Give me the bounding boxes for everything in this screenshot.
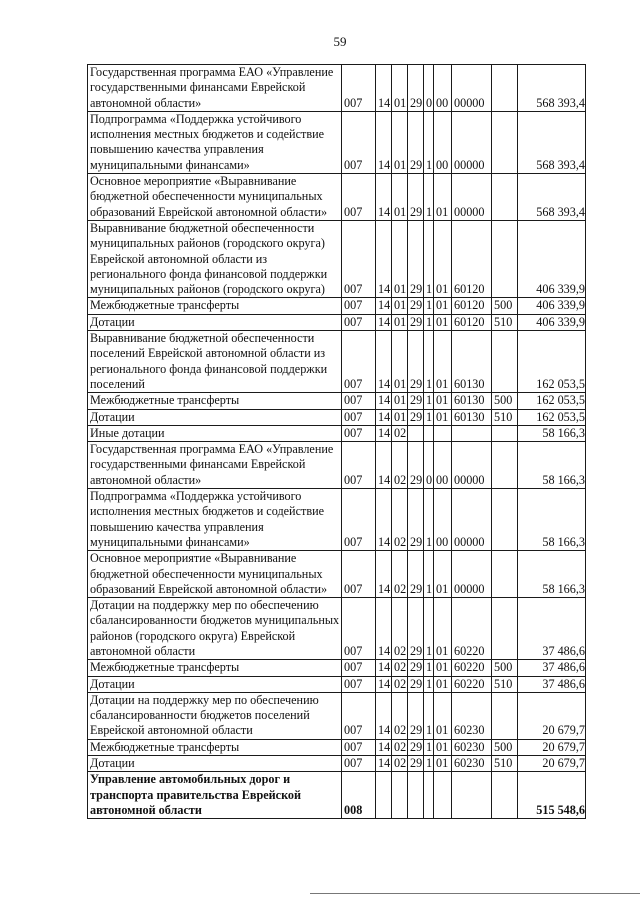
- row-expense-type: [492, 692, 518, 739]
- row-subsection: 01: [392, 331, 408, 393]
- row-program-code: 29: [408, 660, 424, 676]
- row-event-code: 00: [434, 489, 452, 551]
- row-section: 14: [376, 489, 392, 551]
- row-name: Выравнивание бюджетной обеспеченности поселений Еврейской автономной области из регионального фонда финансовой поддержки поселений: [88, 331, 342, 393]
- row-name: Управление автомобильных дорог и транспорта правительства Еврейской автономной области: [88, 772, 342, 819]
- row-amount: 568 393,4: [518, 111, 586, 173]
- row-expense-type: [492, 174, 518, 221]
- row-subsection: [392, 772, 408, 819]
- row-subsection: 02: [392, 676, 408, 692]
- row-amount: 20 679,7: [518, 692, 586, 739]
- row-name: Подпрограмма «Поддержка устойчивого исполнения местных бюджетов и содействие повышению качества управления муниципальными финансами»: [88, 111, 342, 173]
- row-subprogram-code: 1: [424, 756, 434, 772]
- row-direction-code: 60220: [452, 660, 492, 676]
- row-grbs: 008: [342, 772, 376, 819]
- row-name: Межбюджетные трансферты: [88, 393, 342, 409]
- row-subprogram-code: [424, 772, 434, 819]
- row-section: 14: [376, 598, 392, 660]
- row-direction-code: [452, 425, 492, 441]
- row-subprogram-code: 1: [424, 551, 434, 598]
- row-grbs: 007: [342, 331, 376, 393]
- row-subprogram-code: 1: [424, 174, 434, 221]
- row-program-code: 29: [408, 65, 424, 112]
- row-subprogram-code: 1: [424, 739, 434, 755]
- row-expense-type: [492, 111, 518, 173]
- row-name: Дотации: [88, 756, 342, 772]
- row-event-code: 01: [434, 598, 452, 660]
- page-number: 59: [333, 34, 347, 49]
- row-event-code: 01: [434, 220, 452, 297]
- row-grbs: 007: [342, 409, 376, 425]
- row-grbs: 007: [342, 660, 376, 676]
- row-name: Государственная программа ЕАО «Управление государственными финансами Еврейской автономной области»: [88, 65, 342, 112]
- row-section: 14: [376, 314, 392, 330]
- row-direction-code: 60220: [452, 676, 492, 692]
- row-subsection: 02: [392, 489, 408, 551]
- row-program-code: 29: [408, 331, 424, 393]
- row-expense-type: [492, 425, 518, 441]
- row-amount: 58 166,3: [518, 425, 586, 441]
- row-expense-type: [492, 65, 518, 112]
- row-program-code: 29: [408, 739, 424, 755]
- row-section: 14: [376, 442, 392, 489]
- row-name: Межбюджетные трансферты: [88, 660, 342, 676]
- row-event-code: 00: [434, 65, 452, 112]
- row-name: Дотации на поддержку мер по обеспечению сбалансированности бюджетов муниципальных районов (городского округа) Еврейской автономной области: [88, 598, 342, 660]
- table-row: [88, 739, 586, 755]
- row-amount: 406 339,9: [518, 298, 586, 314]
- row-program-code: [408, 772, 424, 819]
- row-expense-type: [492, 331, 518, 393]
- row-subsection: 01: [392, 393, 408, 409]
- row-program-code: 29: [408, 598, 424, 660]
- row-name: Дотации: [88, 314, 342, 330]
- row-program-code: 29: [408, 489, 424, 551]
- row-amount: 515 548,6: [518, 772, 586, 819]
- row-expense-type: [492, 442, 518, 489]
- row-subprogram-code: 1: [424, 598, 434, 660]
- table-row: [88, 660, 586, 676]
- row-section: 14: [376, 331, 392, 393]
- row-subprogram-code: 1: [424, 692, 434, 739]
- row-program-code: 29: [408, 174, 424, 221]
- row-event-code: [434, 772, 452, 819]
- row-amount: 568 393,4: [518, 174, 586, 221]
- row-event-code: 01: [434, 756, 452, 772]
- row-grbs: 007: [342, 298, 376, 314]
- table-row: [88, 111, 586, 173]
- row-event-code: 01: [434, 174, 452, 221]
- row-name: Дотации: [88, 676, 342, 692]
- row-expense-type: 510: [492, 314, 518, 330]
- row-direction-code: 00000: [452, 111, 492, 173]
- table-row: [88, 489, 586, 551]
- row-program-code: 29: [408, 692, 424, 739]
- budget-table: [87, 64, 586, 819]
- table-row: [88, 598, 586, 660]
- row-expense-type: [492, 220, 518, 297]
- row-subprogram-code: 1: [424, 331, 434, 393]
- row-event-code: 01: [434, 331, 452, 393]
- row-grbs: 007: [342, 220, 376, 297]
- table-row: [88, 551, 586, 598]
- row-section: 14: [376, 692, 392, 739]
- row-event-code: 01: [434, 314, 452, 330]
- row-direction-code: 00000: [452, 489, 492, 551]
- table-row: [88, 220, 586, 297]
- row-program-code: 29: [408, 756, 424, 772]
- row-event-code: 00: [434, 111, 452, 173]
- row-expense-type: [492, 772, 518, 819]
- row-subsection: 01: [392, 65, 408, 112]
- row-section: 14: [376, 551, 392, 598]
- row-subprogram-code: 1: [424, 111, 434, 173]
- row-grbs: 007: [342, 676, 376, 692]
- row-expense-type: [492, 489, 518, 551]
- row-direction-code: 60230: [452, 756, 492, 772]
- row-grbs: 007: [342, 489, 376, 551]
- row-amount: 37 486,6: [518, 660, 586, 676]
- row-expense-type: 510: [492, 756, 518, 772]
- row-section: 14: [376, 111, 392, 173]
- row-section: 14: [376, 660, 392, 676]
- table-row: [88, 314, 586, 330]
- row-amount: 58 166,3: [518, 489, 586, 551]
- row-event-code: 01: [434, 660, 452, 676]
- row-subprogram-code: 1: [424, 314, 434, 330]
- row-subsection: 01: [392, 174, 408, 221]
- row-program-code: 29: [408, 551, 424, 598]
- row-section: 14: [376, 676, 392, 692]
- row-amount: 406 339,9: [518, 314, 586, 330]
- row-section: 14: [376, 756, 392, 772]
- table-row: [88, 425, 586, 441]
- row-amount: 37 486,6: [518, 598, 586, 660]
- row-section: 14: [376, 425, 392, 441]
- row-expense-type: 500: [492, 739, 518, 755]
- table-row: [88, 442, 586, 489]
- row-amount: 406 339,9: [518, 220, 586, 297]
- row-direction-code: 60220: [452, 598, 492, 660]
- row-amount: 37 486,6: [518, 676, 586, 692]
- row-subsection: 02: [392, 692, 408, 739]
- table-row: [88, 409, 586, 425]
- row-subsection: 01: [392, 409, 408, 425]
- row-grbs: 007: [342, 314, 376, 330]
- row-program-code: 29: [408, 111, 424, 173]
- row-amount: 20 679,7: [518, 739, 586, 755]
- row-direction-code: 00000: [452, 174, 492, 221]
- row-event-code: 00: [434, 442, 452, 489]
- row-subsection: 01: [392, 111, 408, 173]
- row-grbs: 007: [342, 692, 376, 739]
- row-name: Государственная программа ЕАО «Управление государственными финансами Еврейской автономной области»: [88, 442, 342, 489]
- row-event-code: 01: [434, 551, 452, 598]
- row-grbs: 007: [342, 111, 376, 173]
- row-amount: 20 679,7: [518, 756, 586, 772]
- row-direction-code: 00000: [452, 442, 492, 489]
- row-subprogram-code: 1: [424, 298, 434, 314]
- row-direction-code: 00000: [452, 65, 492, 112]
- row-section: 14: [376, 393, 392, 409]
- row-program-code: 29: [408, 409, 424, 425]
- row-subprogram-code: 1: [424, 393, 434, 409]
- row-subsection: 02: [392, 756, 408, 772]
- row-amount: 162 053,5: [518, 393, 586, 409]
- footer-rule: [310, 893, 640, 894]
- row-name: Основное мероприятие «Выравнивание бюджетной обеспеченности муниципальных образований Еврейской автономной области»: [88, 174, 342, 221]
- row-expense-type: 510: [492, 676, 518, 692]
- row-expense-type: 500: [492, 660, 518, 676]
- row-program-code: 29: [408, 220, 424, 297]
- table-body: [88, 65, 586, 819]
- row-subsection: 02: [392, 598, 408, 660]
- row-name: Основное мероприятие «Выравнивание бюджетной обеспеченности муниципальных образований Еврейской автономной области»: [88, 551, 342, 598]
- row-name: Дотации: [88, 409, 342, 425]
- row-event-code: 01: [434, 739, 452, 755]
- row-subsection: 02: [392, 660, 408, 676]
- row-section: 14: [376, 409, 392, 425]
- row-amount: 58 166,3: [518, 442, 586, 489]
- row-name: Иные дотации: [88, 425, 342, 441]
- row-subsection: 01: [392, 298, 408, 314]
- row-event-code: 01: [434, 692, 452, 739]
- row-expense-type: [492, 598, 518, 660]
- row-amount: 58 166,3: [518, 551, 586, 598]
- row-event-code: 01: [434, 409, 452, 425]
- row-direction-code: 60120: [452, 298, 492, 314]
- row-name: Подпрограмма «Поддержка устойчивого исполнения местных бюджетов и содействие повышению качества управления муниципальными финансами»: [88, 489, 342, 551]
- row-section: 14: [376, 174, 392, 221]
- row-subprogram-code: 1: [424, 409, 434, 425]
- row-subsection: 02: [392, 425, 408, 441]
- row-direction-code: 60120: [452, 314, 492, 330]
- row-subsection: 02: [392, 442, 408, 489]
- row-subprogram-code: 0: [424, 442, 434, 489]
- row-subsection: 01: [392, 220, 408, 297]
- row-subsection: 02: [392, 739, 408, 755]
- row-event-code: 01: [434, 298, 452, 314]
- table-row: [88, 174, 586, 221]
- row-section: 14: [376, 220, 392, 297]
- row-subsection: 01: [392, 314, 408, 330]
- row-direction-code: 60130: [452, 393, 492, 409]
- table-row: [88, 331, 586, 393]
- row-expense-type: [492, 551, 518, 598]
- row-subprogram-code: 0: [424, 65, 434, 112]
- table-row: [88, 676, 586, 692]
- row-name: Межбюджетные трансферты: [88, 298, 342, 314]
- table-row: [88, 65, 586, 112]
- row-program-code: 29: [408, 314, 424, 330]
- row-amount: 568 393,4: [518, 65, 586, 112]
- row-grbs: 007: [342, 739, 376, 755]
- row-direction-code: 60230: [452, 739, 492, 755]
- row-subprogram-code: [424, 425, 434, 441]
- row-section: 14: [376, 65, 392, 112]
- row-direction-code: 60230: [452, 692, 492, 739]
- row-program-code: 29: [408, 393, 424, 409]
- row-grbs: 007: [342, 65, 376, 112]
- row-grbs: 007: [342, 393, 376, 409]
- row-grbs: 007: [342, 174, 376, 221]
- row-event-code: 01: [434, 393, 452, 409]
- row-subprogram-code: 1: [424, 220, 434, 297]
- row-section: 14: [376, 298, 392, 314]
- row-direction-code: [452, 772, 492, 819]
- row-subprogram-code: 1: [424, 676, 434, 692]
- table-row: [88, 756, 586, 772]
- row-grbs: 007: [342, 551, 376, 598]
- row-grbs: 007: [342, 756, 376, 772]
- row-program-code: 29: [408, 676, 424, 692]
- row-program-code: 29: [408, 298, 424, 314]
- row-expense-type: 500: [492, 393, 518, 409]
- row-grbs: 007: [342, 442, 376, 489]
- row-event-code: 01: [434, 676, 452, 692]
- row-program-code: 29: [408, 442, 424, 489]
- row-direction-code: 60120: [452, 220, 492, 297]
- row-name: Межбюджетные трансферты: [88, 739, 342, 755]
- table-row: [88, 692, 586, 739]
- row-subsection: 02: [392, 551, 408, 598]
- row-subprogram-code: 1: [424, 660, 434, 676]
- row-event-code: [434, 425, 452, 441]
- row-expense-type: 500: [492, 298, 518, 314]
- row-name: Выравнивание бюджетной обеспеченности муниципальных районов (городского округа) Еврейской автономной области из регионального фонда финансовой поддержки муниципальных районов (городского округа): [88, 220, 342, 297]
- row-amount: 162 053,5: [518, 331, 586, 393]
- row-grbs: 007: [342, 425, 376, 441]
- row-section: 14: [376, 739, 392, 755]
- table-row: [88, 772, 586, 819]
- row-amount: 162 053,5: [518, 409, 586, 425]
- row-program-code: [408, 425, 424, 441]
- table-row: [88, 393, 586, 409]
- table-row: [88, 298, 586, 314]
- row-direction-code: 00000: [452, 551, 492, 598]
- row-subprogram-code: 1: [424, 489, 434, 551]
- row-name: Дотации на поддержку мер по обеспечению сбалансированности бюджетов поселений Еврейской автономной области: [88, 692, 342, 739]
- row-direction-code: 60130: [452, 409, 492, 425]
- row-expense-type: 510: [492, 409, 518, 425]
- row-grbs: 007: [342, 598, 376, 660]
- row-section: [376, 772, 392, 819]
- row-direction-code: 60130: [452, 331, 492, 393]
